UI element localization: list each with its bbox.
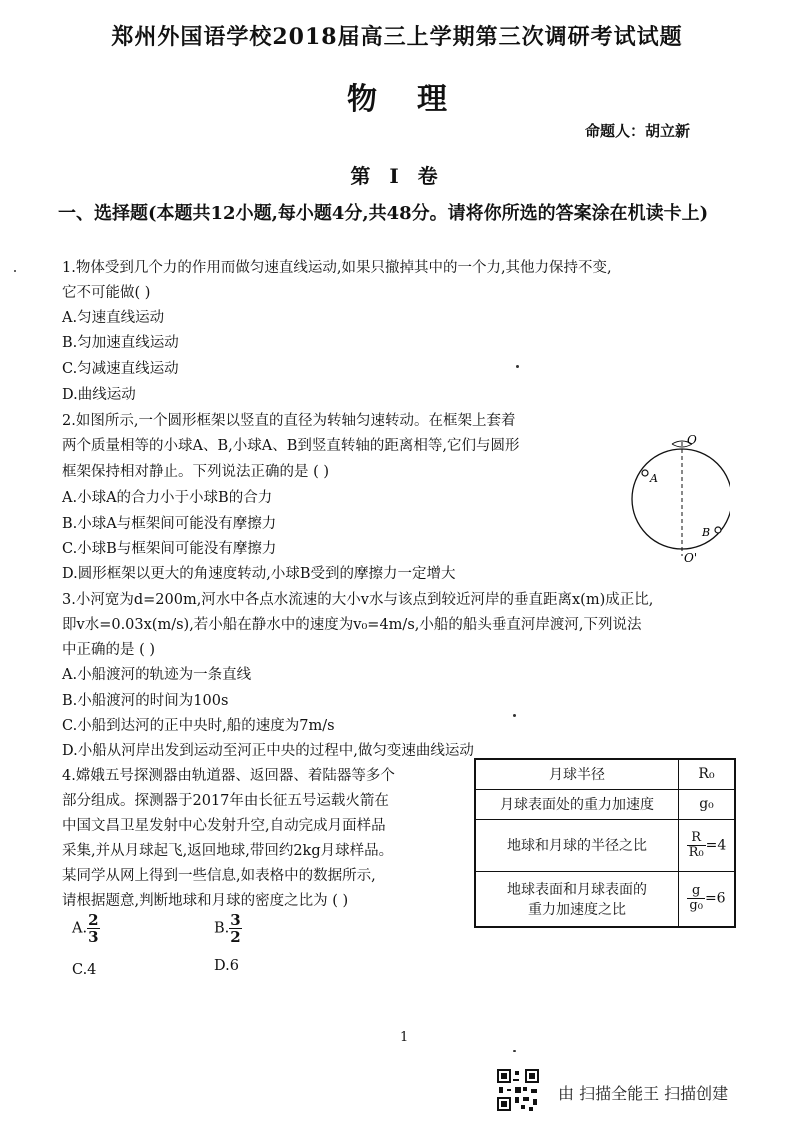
ball-a	[642, 470, 648, 476]
volume-title: 第 Ⅰ 卷	[350, 164, 444, 188]
q3-stem-line2: 即v水=0.03x(m/s),若小船在静水中的速度为v₀=4m/s,小船的船头垂直河岸渡河,下列说法	[62, 617, 642, 633]
q3-option-a: A.小船渡河的轨迹为一条直线	[62, 667, 252, 683]
q2-stem-line3: 框架保持相对静止。下列说法正确的是 ( )	[62, 464, 330, 480]
radius-ratio: $\frac{R}{\text{R₀}}$	[688, 829, 704, 860]
moon-data-table	[474, 758, 736, 928]
label-o: O	[687, 433, 697, 447]
exam-title: 郑州外国语学校2018届高三上学期第三次调研考试试题	[111, 24, 683, 50]
q4-stem-line6: 请根据题意,判断地球和月球的密度之比为 ( )	[62, 893, 349, 909]
page-number: 1	[400, 1030, 409, 1045]
q1-option-a: A.匀速直线运动	[62, 310, 165, 326]
q1-option-d: D.曲线运动	[62, 387, 136, 403]
q4-option-a: A. $\frac{2}{3}$	[72, 911, 99, 946]
q3-option-b: B.小船渡河的时间为100s	[62, 693, 229, 709]
fraction-a: $\frac{2}{3}$	[88, 911, 99, 946]
label-o-prime: O'	[684, 551, 698, 565]
q4-stem-line3: 中国文昌卫星发射中心发射升空,自动完成月面样品	[62, 818, 386, 834]
circular-frame	[632, 449, 730, 549]
q4-option-c: C.4	[72, 962, 97, 978]
q2-stem-line1: 2.如图所示,一个圆形框架以竖直的直径为转轴匀速转动。在框架上套着	[62, 413, 516, 429]
q3-option-d: D.小船从河岸出发到运动至河正中央的过程中,做匀变速曲线运动	[62, 743, 474, 759]
q2-option-a: A.小球A的合力小于小球B的合力	[62, 490, 273, 506]
section-heading: 一、选择题(本题共12小题,每小题4分,共48分。请将你所选的答案涂在机读卡上)	[58, 203, 709, 224]
scan-speck	[513, 1050, 516, 1052]
q4-stem-line5: 某同学从网上得到一些信息,如表格中的数据所示,	[62, 868, 376, 884]
q3-option-c: C.小船到达河的正中央时,船的速度为7m/s	[62, 718, 335, 734]
scan-speck	[14, 270, 16, 272]
q4-stem-line1: 4.嫦娥五号探测器由轨道器、返回器、着陆器等多个	[62, 768, 395, 784]
scan-speck	[513, 714, 516, 717]
q4-option-b: B. $\frac{3}{2}$	[214, 911, 241, 946]
q3-stem-line1: 3.小河宽为d=200m,河水中各点水流速的大小v水与该点到较近河岸的垂直距离x(m)成正比,	[62, 592, 654, 608]
table-row: 地球和月球的半径之比 $\frac{R}{\text{R₀}}$ =4	[475, 819, 735, 871]
ball-b	[715, 527, 721, 533]
author-line: 命题人：胡立新	[585, 122, 691, 140]
q4-option-d: D.6	[214, 958, 239, 974]
subject-title: 物理	[347, 82, 487, 117]
q2-option-c: C.小球B与框架间可能没有摩擦力	[62, 541, 277, 557]
table-row: 月球表面处的重力加速度 g₀	[475, 789, 735, 819]
q2-stem-line2: 两个质量相等的小球A、B,小球A、B到竖直转轴的距离相等,它们与圆形	[62, 438, 520, 454]
q2-option-b: B.小球A与框架间可能没有摩擦力	[62, 516, 277, 532]
q2-option-d: D.圆形框架以更大的角速度转动,小球B受到的摩擦力一定增大	[62, 566, 456, 582]
label-a: A	[650, 472, 658, 485]
q4-stem-line4: 采集,并从月球起飞,返回地球,带回约2kg月球样品。	[62, 843, 394, 859]
gravity-ratio: $\frac{g}{\text{g₀}}$	[689, 883, 703, 914]
q1-stem-line2: 它不可能做( )	[62, 285, 151, 301]
q1-option-c: C.匀减速直线运动	[62, 361, 179, 377]
qr-code-icon	[495, 1067, 541, 1113]
scan-speck	[516, 365, 519, 368]
rotating-frame-diagram	[620, 430, 730, 570]
q4-stem-line2: 部分组成。探测器于2017年由长征五号运载火箭在	[62, 793, 389, 809]
label-b: B	[702, 526, 711, 539]
fraction-b: $\frac{3}{2}$	[230, 911, 241, 946]
q1-stem-line1: 1.物体受到几个力的作用而做匀速直线运动,如果只撤掉其中的一个力,其他力保持不变,	[62, 260, 612, 276]
table-row: 月球半径 R₀	[475, 759, 735, 789]
q3-stem-line3: 中正确的是 ( )	[62, 642, 156, 658]
table-row: 地球表面和月球表面的 重力加速度之比 $\frac{g}{\text{g₀}}$ =6	[475, 871, 735, 927]
q1-option-b: B.匀加速直线运动	[62, 335, 179, 351]
scanner-watermark: 由 扫描全能王 扫描创建	[558, 1084, 729, 1103]
